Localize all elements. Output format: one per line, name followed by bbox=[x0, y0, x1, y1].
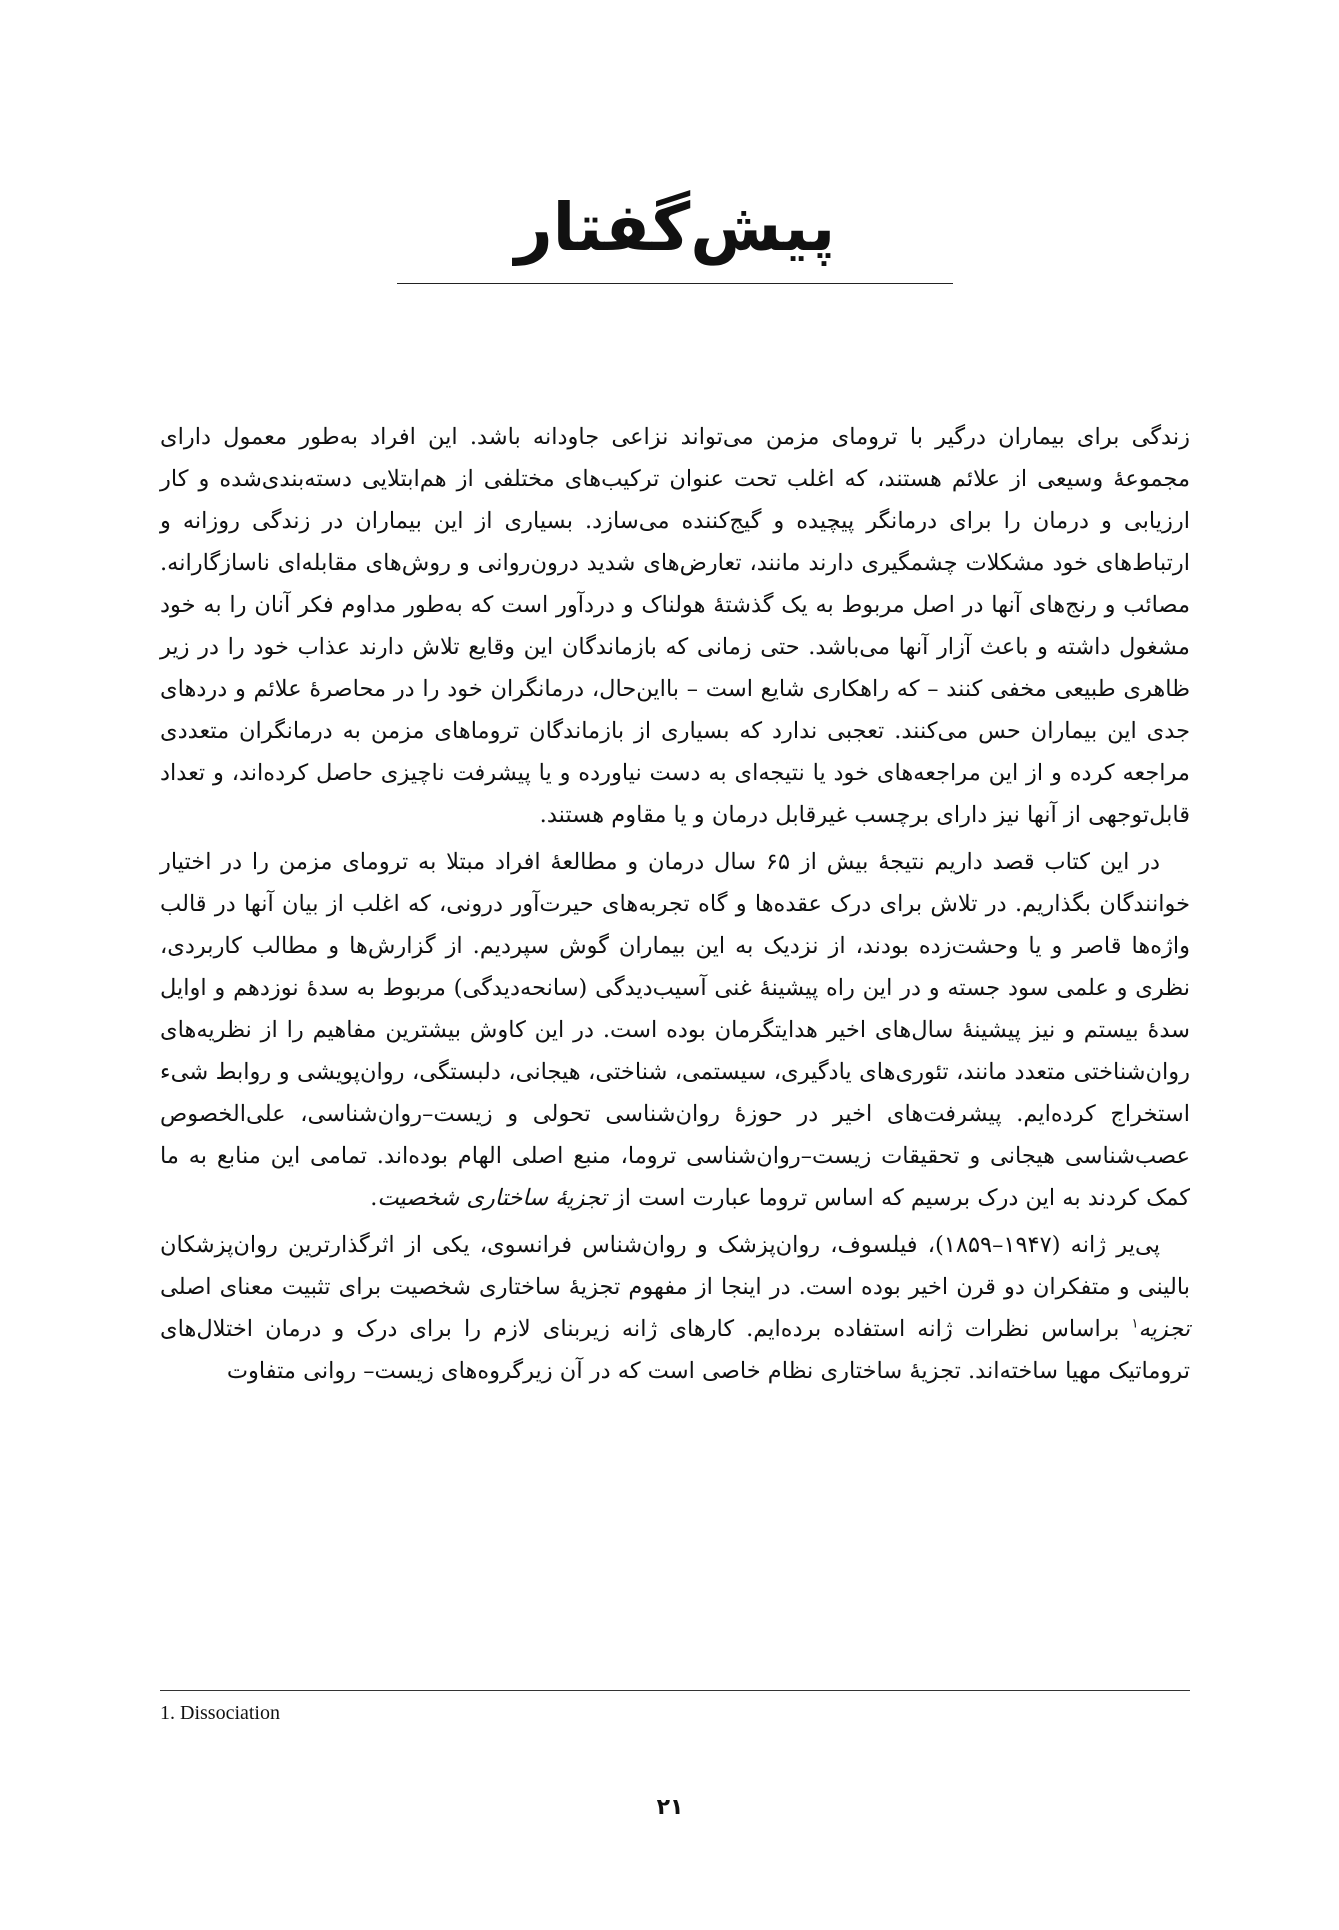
footnote: 1. Dissociation bbox=[160, 1702, 280, 1724]
footnote-marker: ۱ bbox=[1131, 1316, 1139, 1332]
title-underline bbox=[397, 283, 953, 284]
paragraph-3 bbox=[160, 1224, 1190, 1392]
paragraph-2 bbox=[160, 841, 1190, 1219]
page-title: پیش‌گفتار bbox=[514, 189, 836, 266]
page-number: ۲۱ bbox=[656, 1795, 684, 1820]
body-text bbox=[160, 416, 1190, 1397]
paragraph-3-text-a: پی‌یر ژانه (۱۹۴۷–۱۸۵۹)، فیلسوف، روان‌پزشک و روان‌شناس فرانسوی، یکی از اثرگذارترین روان‌پزشکان بالینی و متفکران دو قرن اخیر بوده است. در اینجا از مفهوم تجزیهٔ ساختاری شخصیت برای تثبیت معنای اصلی bbox=[160, 1232, 1190, 1300]
paragraph-3-text-b: براساس نظرات ژانه استفاده برده‌ایم. کارهای ژانه زیربنای لازم را برای درک و درمان اختلال‌های تروماتیک مهیا ساخته‌اند. تجزیهٔ ساختاری نظام خاصی است که در آن زیرگروه‌های زیست– روانی متفاوت bbox=[160, 1316, 1190, 1384]
paragraph-2-italic-term: تجزیهٔ ساختاری شخصیت bbox=[377, 1185, 607, 1211]
paragraph-2-text: در این کتاب قصد داریم نتیجهٔ بیش از ۶۵ سال درمان و مطالعهٔ افراد مبتلا به ترومای مزمن را در اختیار خوانندگان بگذاریم. در تلاش برای درک عقده‌ها و گاه تجربه‌های حیرت‌آور درونی، که اغلب از بیان آنها در قالب واژه‌ها قاصر و یا وحشت‌زده بودند، از نزدیک به این بیماران گوش سپردیم. از گزارش‌ها و مطالب کاربردی، نظری و علمی سود جسته و در این راه پیشینهٔ غنی آسیب‌دیدگی (سانحه‌دیدگی) مربوط به سدهٔ نوزدهم و اوایل سدهٔ بیستم و نیز پیشینهٔ سال‌های اخیر هدایتگرمان بوده است. در این کاوش بیشترین مفاهیم را از نظریه‌های روان‌شناختی متعدد مانند، تئوری‌های یادگیری، سیستمی، شناختی، هیجانی، دلبستگی، روان‌پویشی و روابط شیء استخراج کرده‌ایم. پیشرفت‌های اخیر در حوزهٔ روان‌شناسی تحولی و زیست–روان‌شناسی، علی‌الخصوص عصب‌شناسی هیجانی و تحقیقات زیست–روان‌شناسی تروما، منبع اصلی الهام بوده‌اند. تمامی این منابع به ما کمک کردند به این درک برسیم که اساس تروما عبارت است از bbox=[160, 849, 1190, 1211]
paragraph-2-end: . bbox=[370, 1185, 378, 1211]
paragraph-1: زندگی برای بیماران درگیر با ترومای مزمن می‌تواند نزاعی جاودانه باشد. این افراد به‌طور معمول دارای مجموعهٔ وسیعی از علائم هستند، که اغلب تحت عنوان ترکیب‌های مختلفی از هم‌ابتلایی دسته‌بندی‌شده و کار ارزیابی و درمان را برای درمانگر پیچیده و گیج‌کننده می‌سازد. بسیاری از این بیماران در زندگی روزانه و ارتباط‌های خود مشکلات چشمگیری دارند مانند، تعارض‌های شدید درون‌روانی و روش‌های مقابله‌ای ناسازگارانه. مصائب و رنج‌های آنها در اصل مربوط به یک گذشتهٔ هولناک و دردآور است که به‌طور مداوم فکر آنان را به خود مشغول داشته و باعث آزار آنها می‌باشد. حتی زمانی که بازماندگان این وقایع تلاش دارند عذاب خود را در زیر ظاهری طبیعی مخفی کنند – که راهکاری شایع است – بااین‌حال، درمانگران خود را در محاصرهٔ علائم و دردهای جدی این بیماران حس می‌کنند. تعجبی ندارد که بسیاری از بازماندگان تروماهای مزمن به درمانگران متعددی مراجعه کرده و از این مراجعه‌های خود یا نتیجه‌ای به دست نیاورده و یا پیشرفت ناچیزی حاصل کرده‌اند، و تعداد قابل‌توجهی از آنها نیز دارای برچسب غیرقابل درمان و یا مقاوم هستند. bbox=[160, 424, 1190, 828]
footnote-divider bbox=[160, 1690, 1190, 1691]
paragraph-3-italic-term: تجزیه bbox=[1138, 1316, 1190, 1342]
